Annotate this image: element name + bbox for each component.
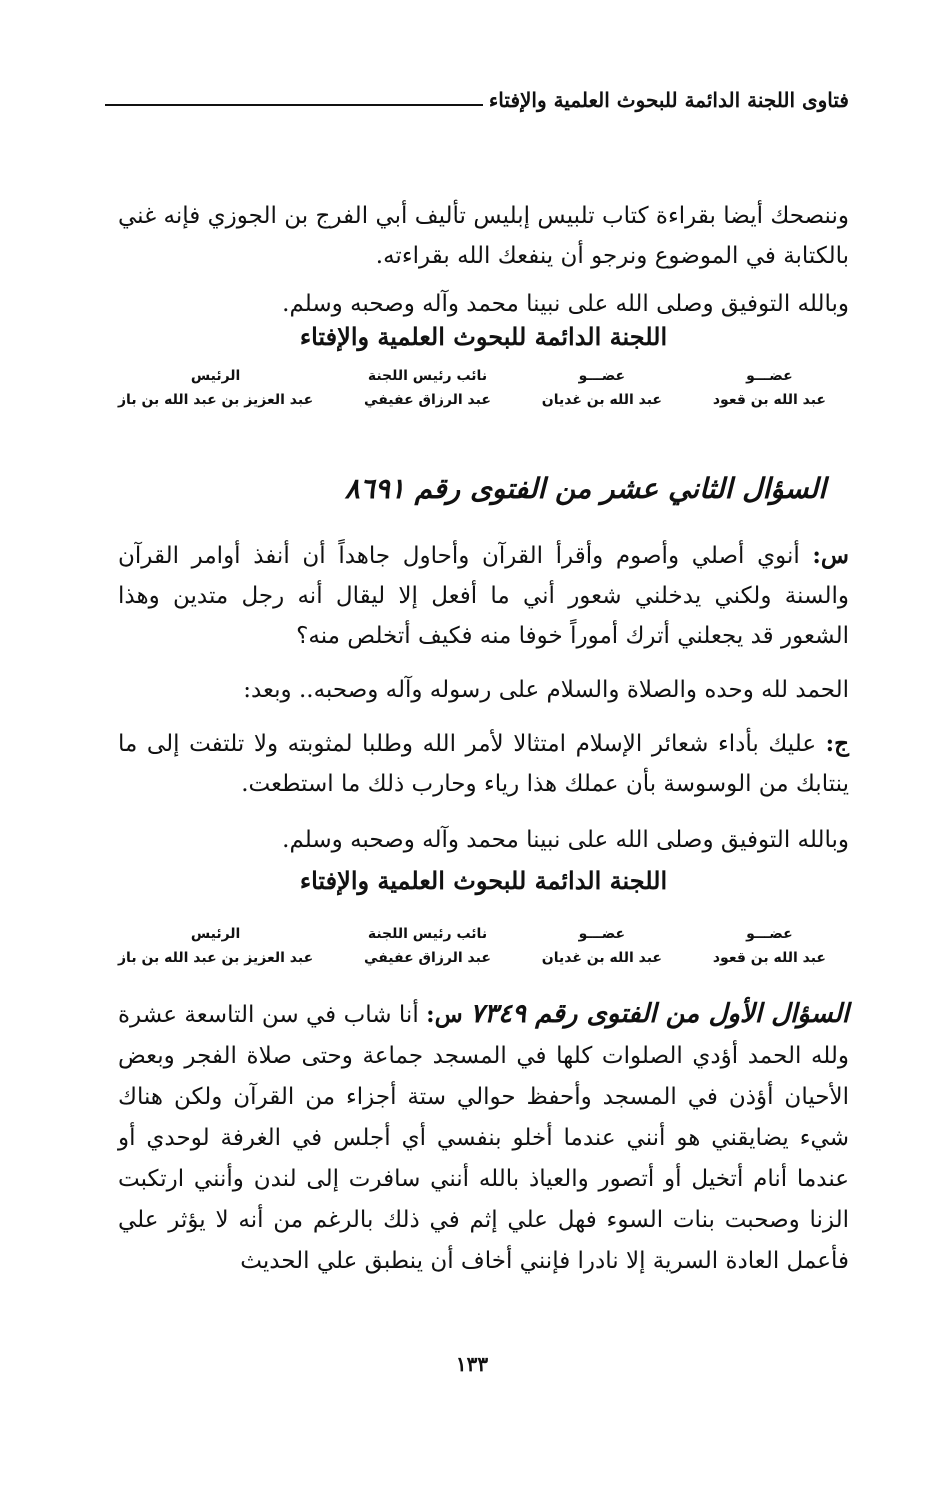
signature-member-2: [542, 926, 662, 966]
question-label: س:: [812, 542, 849, 569]
fatwa-heading-8691: السؤال الثاني عشر من الفتوى رقم ٨٦٩١: [344, 472, 826, 505]
signature-member-1: [713, 926, 826, 966]
signature-role: عضـــو: [578, 926, 626, 942]
closing-line-2: وبالله التوفيق وصلى الله على نبينا محمد وآله وصحبه وسلم.: [282, 827, 849, 853]
praise-line: الحمد لله وحده والصلاة والسلام على رسوله وآله وصحبه.. وبعد:: [243, 677, 849, 703]
answer-label: ج:: [825, 730, 850, 757]
signature-name: عبد الله بن غديان: [541, 392, 662, 408]
fatwa-heading-7349: السؤال الأول من الفتوى رقم ٧٣٤٩: [470, 999, 849, 1029]
advice-paragraph: وننصحك أيضا بقراءة كتاب تلبيس إبليس تأليف أبي الفرج بن الجوزي فإنه غني بالكتابة في الموضوع ونرجو أن ينفعك الله بقراءته.: [118, 203, 849, 269]
signature-role: الرئيس: [190, 926, 241, 942]
running-head-rule: [105, 104, 483, 106]
signature-name: عبد العزيز بن عبد الله بن باز: [118, 950, 314, 966]
signature-role: عضـــو: [746, 926, 793, 942]
question-text: أنوي أصلي وأصوم وأقرأ القرآن وأحاول جاهداً أن أنفذ أوامر القرآن والسنة ولكني يدخلني شعور أني ما أفعل إلا ليقال أنه رجل متدين وهذا الشعور قد يجعلني أترك أموراً خوفا منه فكيف أتخلص منه؟: [118, 543, 849, 649]
signature-role: نائب رئيس اللجنة: [367, 368, 488, 384]
answer-text: عليك بأداء شعائر الإسلام امتثالا لأمر الله وطلبا لمثوبته ولا تلتفت إلى ما ينتابك من الوسوسة بأن عملك هذا رياء وحارب ذلك ما استطعت.: [118, 731, 849, 797]
running-head-title: فتاوى اللجنة الدائمة للبحوث العلمية والإفتاء: [488, 88, 849, 112]
committee-name-2: اللجنة الدائمة للبحوث العلمية والإفتاء: [299, 866, 668, 895]
running-head: [105, 88, 849, 112]
signature-name: عبد الله بن قعود: [712, 950, 826, 966]
signature-name: عبد العزيز بن عبد الله بن باز: [118, 392, 314, 408]
question-label: س:: [426, 1001, 463, 1028]
question-paragraph-3: [118, 994, 849, 1282]
signature-member-2: [542, 368, 662, 408]
committee-name-1: اللجنة الدائمة للبحوث العلمية والإفتاء: [299, 322, 668, 351]
signature-name: عبد الله بن غديان: [541, 950, 662, 966]
signature-role: نائب رئيس اللجنة: [367, 926, 488, 942]
page-number: ١٣٣: [455, 1352, 489, 1376]
signature-chair: [118, 926, 313, 966]
signature-chair: [118, 368, 313, 408]
signatures-block-1: [118, 368, 826, 408]
closing-line-1: وبالله التوفيق وصلى الله على نبينا محمد وآله وصحبه وسلم.: [282, 291, 849, 317]
signatures-block-2: [118, 926, 826, 966]
signature-vice-chair: [364, 368, 491, 408]
question-text: أنا شاب في سن التاسعة عشرة ولله الحمد أؤدي الصلوات كلها في المسجد جماعة وحتى صلاة الفجر وبعض الأحيان أؤذن في المسجد وأحفظ حوالي ستة أجزاء من القرآن ولكن هناك شيء يضايقني هو أنني عندما أخلو بنفسي أي أجلس في الغرفة لوحدي أو عندما أنام أتخيل أو أتصور والعياذ بالله أنني سافرت إلى لندن وأنني ارتكبت الزنا وصحبت بنات السوء فهل علي إثم في ذلك بالرغم من أنه لا يؤثر علي فأعمل العادة السرية إلا نادرا فإنني أخاف أن ينطبق علي الحديث: [118, 1002, 849, 1274]
signature-member-1: [713, 368, 826, 408]
signature-vice-chair: [364, 926, 491, 966]
signature-role: عضـــو: [578, 368, 626, 384]
signature-name: عبد الله بن قعود: [712, 392, 826, 408]
signature-name: عبد الرزاق عفيفي: [364, 950, 491, 966]
signature-name: عبد الرزاق عفيفي: [364, 392, 491, 408]
signature-role: الرئيس: [190, 368, 241, 384]
question-paragraph-2: [118, 536, 849, 656]
signature-role: عضـــو: [746, 368, 793, 384]
answer-paragraph: [118, 724, 849, 804]
